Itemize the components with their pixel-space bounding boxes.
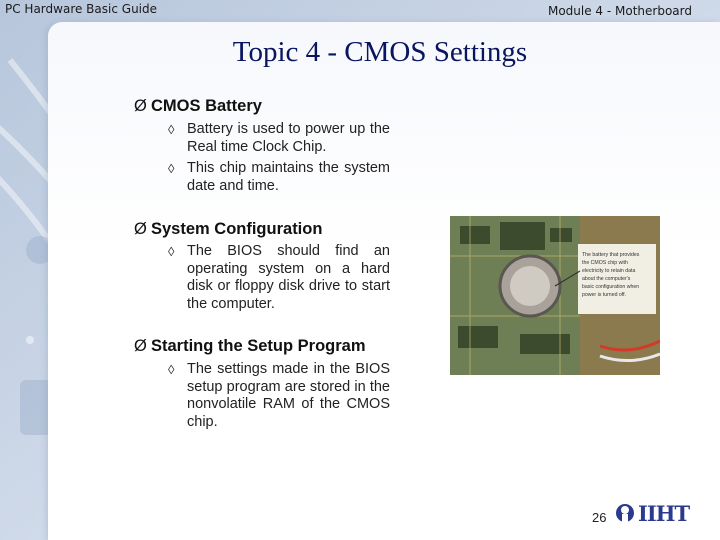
page-number: 26 bbox=[592, 510, 607, 525]
section-heading-system-configuration: Ø System Configuration bbox=[134, 220, 323, 238]
photo-caption-line: power is turned off. bbox=[582, 292, 627, 298]
photo-caption-line: about the computer's bbox=[582, 276, 631, 282]
section-heading-setup-program: Ø Starting the Setup Program bbox=[134, 337, 366, 355]
svg-text:IIHT: IIHT bbox=[638, 501, 690, 526]
diamond-bullet-icon: ◊ bbox=[168, 244, 175, 259]
header-module-title: Module 4 - Motherboard bbox=[547, 4, 692, 18]
header-guide-title: PC Hardware Basic Guide bbox=[5, 2, 158, 16]
section-arrow-icon: Ø bbox=[134, 337, 147, 355]
bullet-item: ◊ The BIOS should find an operating system on a hard disk or floppy disk drive to start the computer. bbox=[168, 243, 390, 312]
slide-title: Topic 4 - CMOS Settings bbox=[232, 36, 528, 68]
section-heading-cmos-battery: Ø CMOS Battery bbox=[134, 97, 262, 115]
section-arrow-icon: Ø bbox=[134, 97, 147, 115]
cmos-battery-photo bbox=[450, 216, 660, 375]
iiht-logo-icon bbox=[614, 499, 700, 527]
bullet-item: ◊ This chip maintains the system date and time. bbox=[168, 160, 390, 194]
bullet-item: ◊ Battery is used to power up the Real time Clock Chip. bbox=[168, 121, 390, 155]
diamond-bullet-icon: ◊ bbox=[168, 122, 175, 137]
photo-caption-line: basic configuration when bbox=[582, 284, 640, 290]
section-arrow-icon: Ø bbox=[134, 220, 147, 238]
diamond-bullet-icon: ◊ bbox=[168, 161, 175, 176]
photo-caption-line: the CMOS chip with bbox=[582, 260, 628, 266]
photo-caption-line: The battery that provides bbox=[582, 252, 640, 258]
photo-caption-line: electricity to retain data bbox=[582, 268, 636, 274]
bullet-item: ◊ The settings made in the BIOS setup program are stored in the nonvolatile RAM of the CMOS chip. bbox=[168, 361, 390, 430]
diamond-bullet-icon: ◊ bbox=[168, 362, 175, 377]
